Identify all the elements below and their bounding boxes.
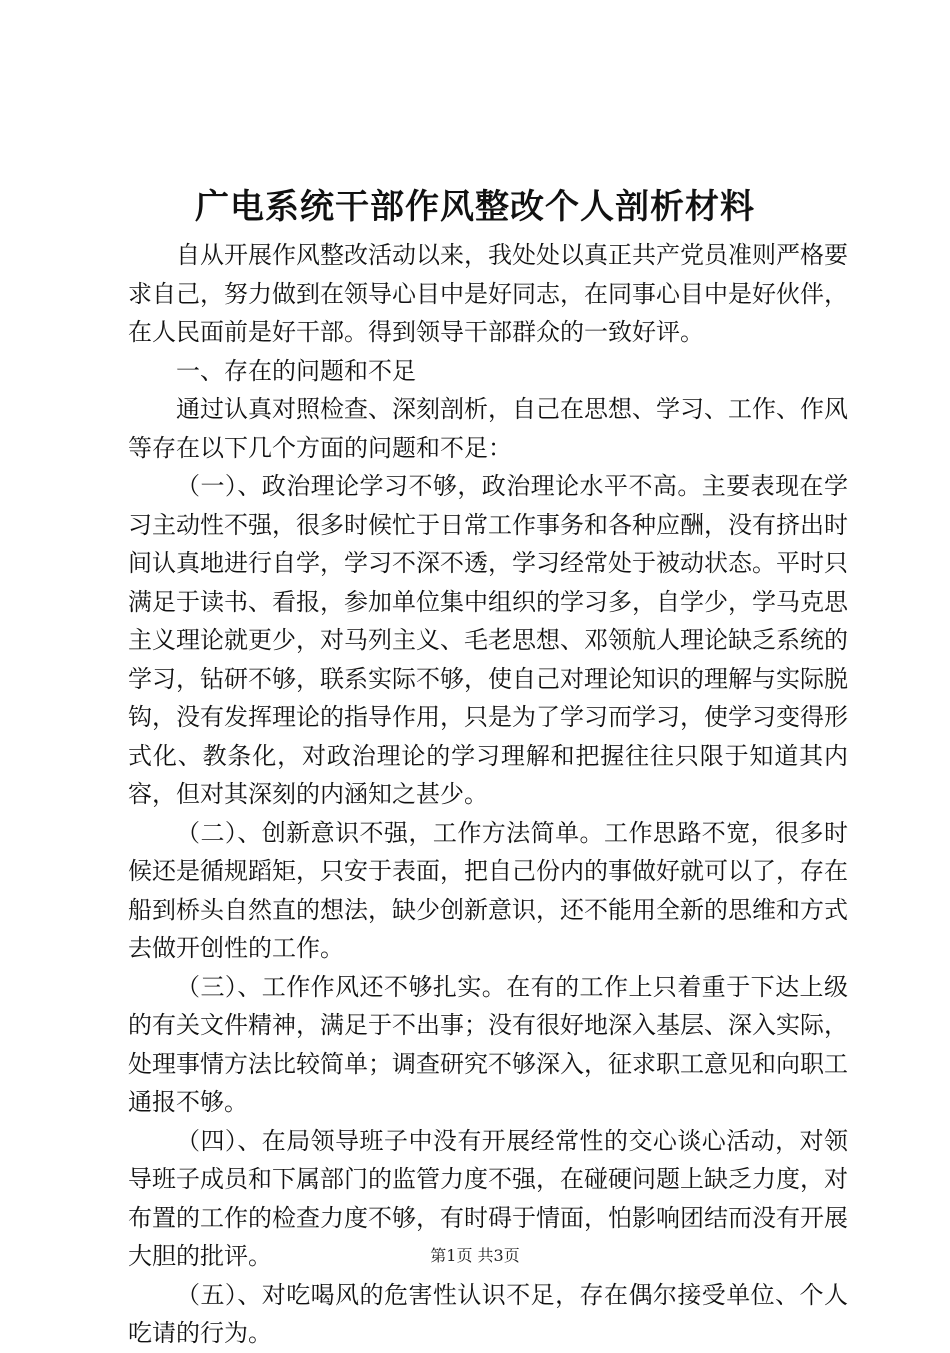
paragraph-item-4: （四）、在局领导班子中没有开展经常性的交心谈心活动，对领导班子成员和下属部门的监管力度不强，在碰硬问题上缺乏力度，对布置的工作的检查力度不够，有时碍于情面，怕影响团结而没有开展大胆的批评。 <box>128 1126 848 1270</box>
paragraph-overview: 通过认真对照检查、深刻剖析，自己在思想、学习、工作、作风等存在以下几个方面的问题和不足： <box>128 395 848 462</box>
paragraph-intro: 自从开展作风整改活动以来，我处处以真正共产党员准则严格要求自己，努力做到在领导心目中是好同志，在同事心目中是好伙伴，在人民面前是好干部。得到领导干部群众的一致好评。 <box>128 241 848 346</box>
section-heading: 一、存在的问题和不足 <box>176 356 416 385</box>
paragraph-item-5: （五）、对吃喝风的危害性认识不足，存在偶尔接受单位、个人吃请的行为。 <box>128 1280 848 1347</box>
document-body <box>128 236 848 1353</box>
page-footer: 第1页 共3页 <box>430 1246 520 1265</box>
paragraph-item-2: （二）、创新意识不强，工作方法简单。工作思路不宽，很多时候还是循规蹈矩，只安于表面，把自己份内的事做好就可以了，存在船到桥头自然直的想法，缺少创新意识，还不能用全新的思维和方式去做开创性的工作。 <box>128 818 848 962</box>
document-title: 广电系统干部作风整改个人剖析材料 <box>195 187 755 227</box>
paragraph-item-3: （三）、工作作风还不够扎实。在有的工作上只着重于下达上级的有关文件精神，满足于不出事；没有很好地深入基层、深入实际，处理事情方法比较简单；调查研究不够深入，征求职工意见和向职工通报不够。 <box>128 972 848 1116</box>
paragraph-item-1: （一）、政治理论学习不够，政治理论水平不高。主要表现在学习主动性不强，很多时候忙于日常工作事务和各种应酬，没有挤出时间认真地进行自学，学习不深不透，学习经常处于被动状态。平时只满足于读书、看报，参加单位集中组织的学习多，自学少，学马克思主义理论就更少，对马列主义、毛老思想、邓领航人理论缺乏系统的学习，钻研不够，联系实际不够，使自己对理论知识的理解与实际脱钩，没有发挥理论的指导作用，只是为了学习而学习，使学习变得形式化、教条化，对政治理论的学习理解和把握往往只限于知道其内容，但对其深刻的内涵知之甚少。 <box>128 472 848 808</box>
